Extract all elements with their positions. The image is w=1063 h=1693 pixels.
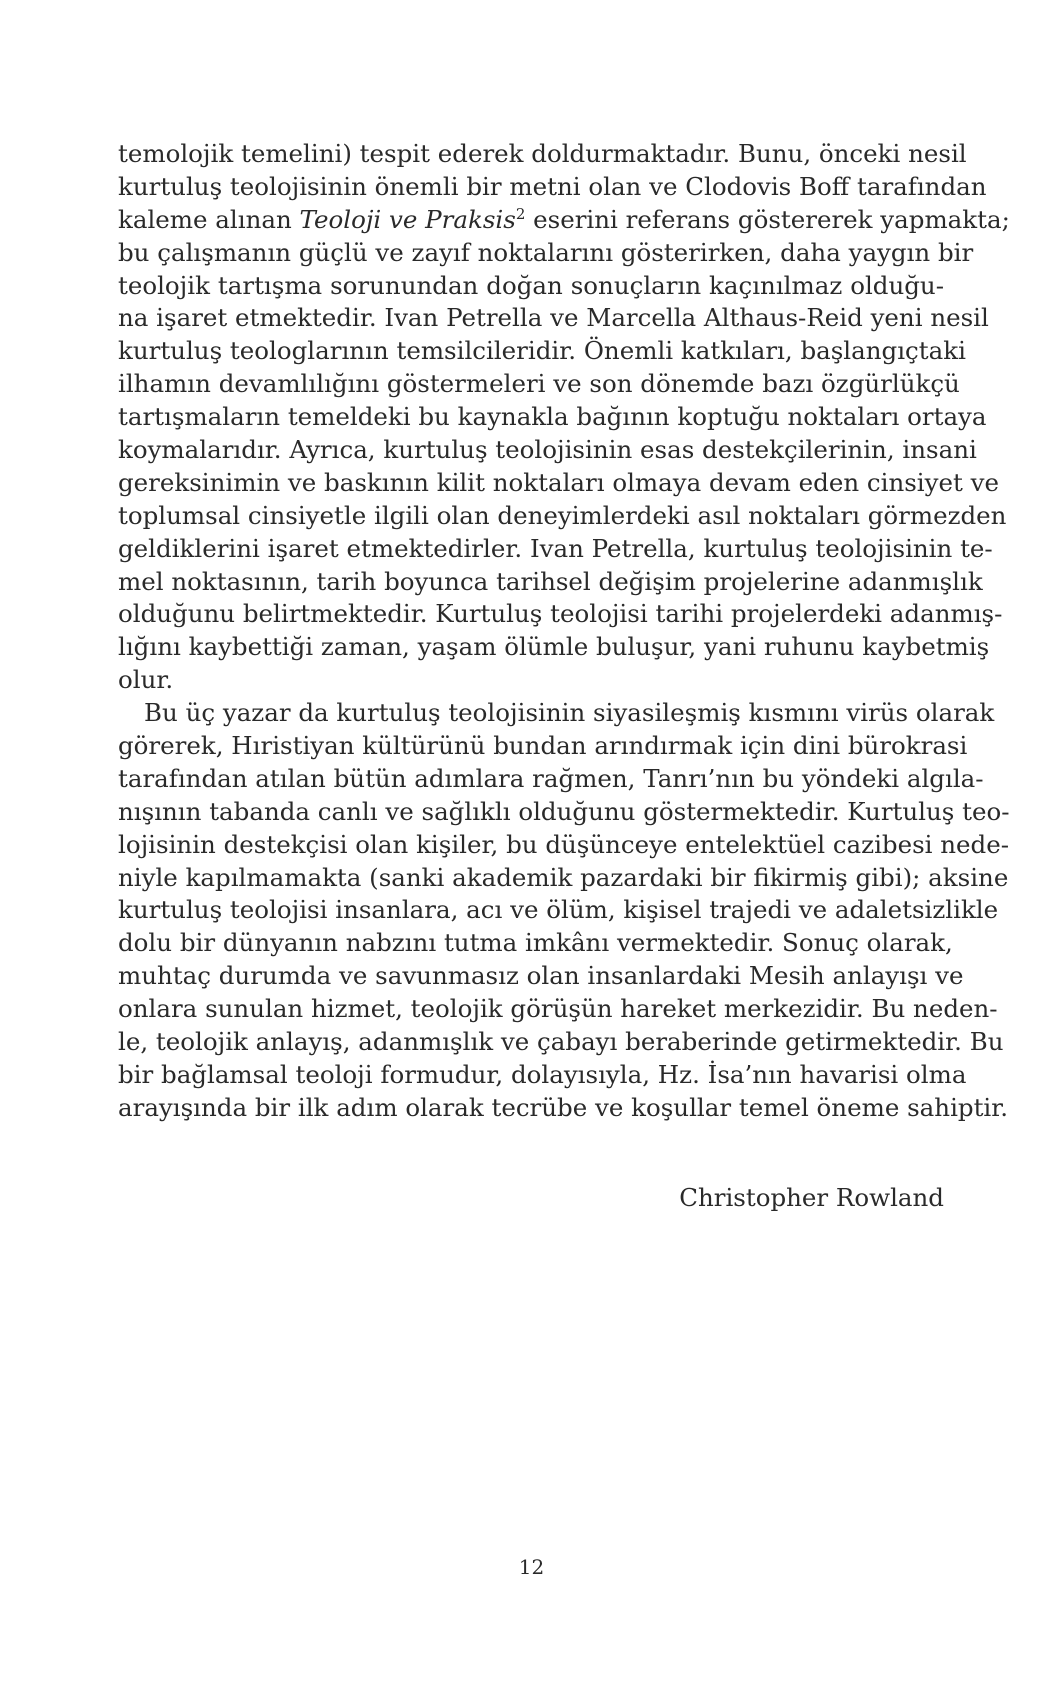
author-signature: Christopher Rowland bbox=[679, 1183, 944, 1212]
text-line: geldiklerini işaret etmektedirler. Ivan Petrella, kurtuluş teolojisinin te- bbox=[118, 533, 993, 563]
text-line: kurtuluş teolojisinin önemli bir metni olan ve Clodovis Boff tarafından bbox=[118, 171, 987, 201]
text-line: teolojik tartışma sorunundan doğan sonuçların kaçınılmaz olduğu- bbox=[118, 270, 944, 300]
text-line: ilhamın devamlılığını göstermeleri ve son dönemde bazı özgürlükçü bbox=[118, 369, 960, 399]
text-line: kurtuluş teologlarının temsilcileridir. Önemli katkıları, başlangıçtaki bbox=[118, 336, 966, 366]
paragraph-2 bbox=[118, 697, 1010, 1125]
text-line: Bu üç yazar da kurtuluş teolojisinin siyasileşmiş kısmını virüs olarak bbox=[144, 698, 995, 728]
text-line: mel noktasının, tarih boyunca tarihsel değişim projelerine adanmışlık bbox=[118, 566, 983, 596]
body-text bbox=[118, 138, 1010, 1125]
text-line: koymalarıdır. Ayrıca, kurtuluş teolojisinin esas destekçilerinin, insani bbox=[118, 435, 977, 465]
text-line: na işaret etmektedir. Ivan Petrella ve Marcella Althaus-Reid yeni nesil bbox=[118, 303, 989, 333]
text-line: bu çalışmanın güçlü ve zayıf noktalarını gösterirken, daha yaygın bir bbox=[118, 237, 974, 267]
text-line: muhtaç durumda ve savunmasız olan insanlardaki Mesih anlayışı ve bbox=[118, 961, 964, 991]
text-line: le, teolojik anlayış, adanmışlık ve çabayı beraberinde getirmektedir. Bu bbox=[118, 1027, 1004, 1057]
paragraph-1 bbox=[118, 138, 1010, 697]
text-line: toplumsal cinsiyetle ilgili olan deneyimlerdeki asıl noktaları görmezden bbox=[118, 500, 1007, 530]
text-line: nışının tabanda canlı ve sağlıklı olduğunu göstermektedir. Kurtuluş teo- bbox=[118, 796, 1010, 826]
text-line: gereksinimin ve baskının kilit noktaları olmaya devam eden cinsiyet ve bbox=[118, 467, 999, 497]
text-line: onlara sunulan hizmet, teolojik görüşün hareket merkezidir. Bu neden- bbox=[118, 994, 998, 1024]
text-line: olduğunu belirtmektedir. Kurtuluş teolojisi tarihi projelerdeki adanmış- bbox=[118, 599, 1003, 629]
text-line: niyle kapılmamakta (sanki akademik pazardaki bir fikirmiş gibi); aksine bbox=[118, 862, 1009, 892]
text-run: kaleme alınan bbox=[118, 204, 300, 234]
text-line: tarafından atılan bütün adımlara rağmen, Tanrı’nın bu yöndeki algıla- bbox=[118, 763, 984, 793]
text-line: arayışında bir ilk adım olarak tecrübe ve koşullar temel öneme sahiptir. bbox=[118, 1092, 1009, 1122]
page-number: 12 bbox=[518, 1555, 545, 1579]
text-line: dolu bir dünyanın nabzını tutma imkânı vermektedir. Sonuç olarak, bbox=[118, 928, 953, 958]
text-line: bir bağlamsal teoloji formudur, dolayısıyla, Hz. İsa’nın havarisi olma bbox=[118, 1059, 967, 1089]
text-line: kurtuluş teolojisi insanlara, acı ve ölüm, kişisel trajedi ve adaletsizlikle bbox=[118, 895, 999, 925]
text-run: eserini referans göstererek yapmakta; bbox=[525, 204, 1010, 234]
footnote-marker: 2 bbox=[515, 204, 526, 223]
text-line: olur. bbox=[118, 665, 174, 695]
text-line bbox=[118, 204, 1010, 237]
text-line: tartışmaların temeldeki bu kaynakla bağının koptuğu noktaları ortaya bbox=[118, 402, 987, 432]
text-line: temolojik temelini) tespit ederek doldurmaktadır. Bunu, önceki nesil bbox=[118, 139, 967, 168]
text-line: lojisinin destekçisi olan kişiler, bu düşünceye entelektüel cazibesi nede- bbox=[118, 829, 1010, 859]
text-line: lığını kaybettiği zaman, yaşam ölümle buluşur, yani ruhunu kaybetmiş bbox=[118, 632, 990, 662]
text-line: görerek, Hıristiyan kültürünü bundan arındırmak için dini bürokrasi bbox=[118, 731, 968, 761]
book-title-italic: Teoloji ve Praksis bbox=[299, 204, 516, 234]
